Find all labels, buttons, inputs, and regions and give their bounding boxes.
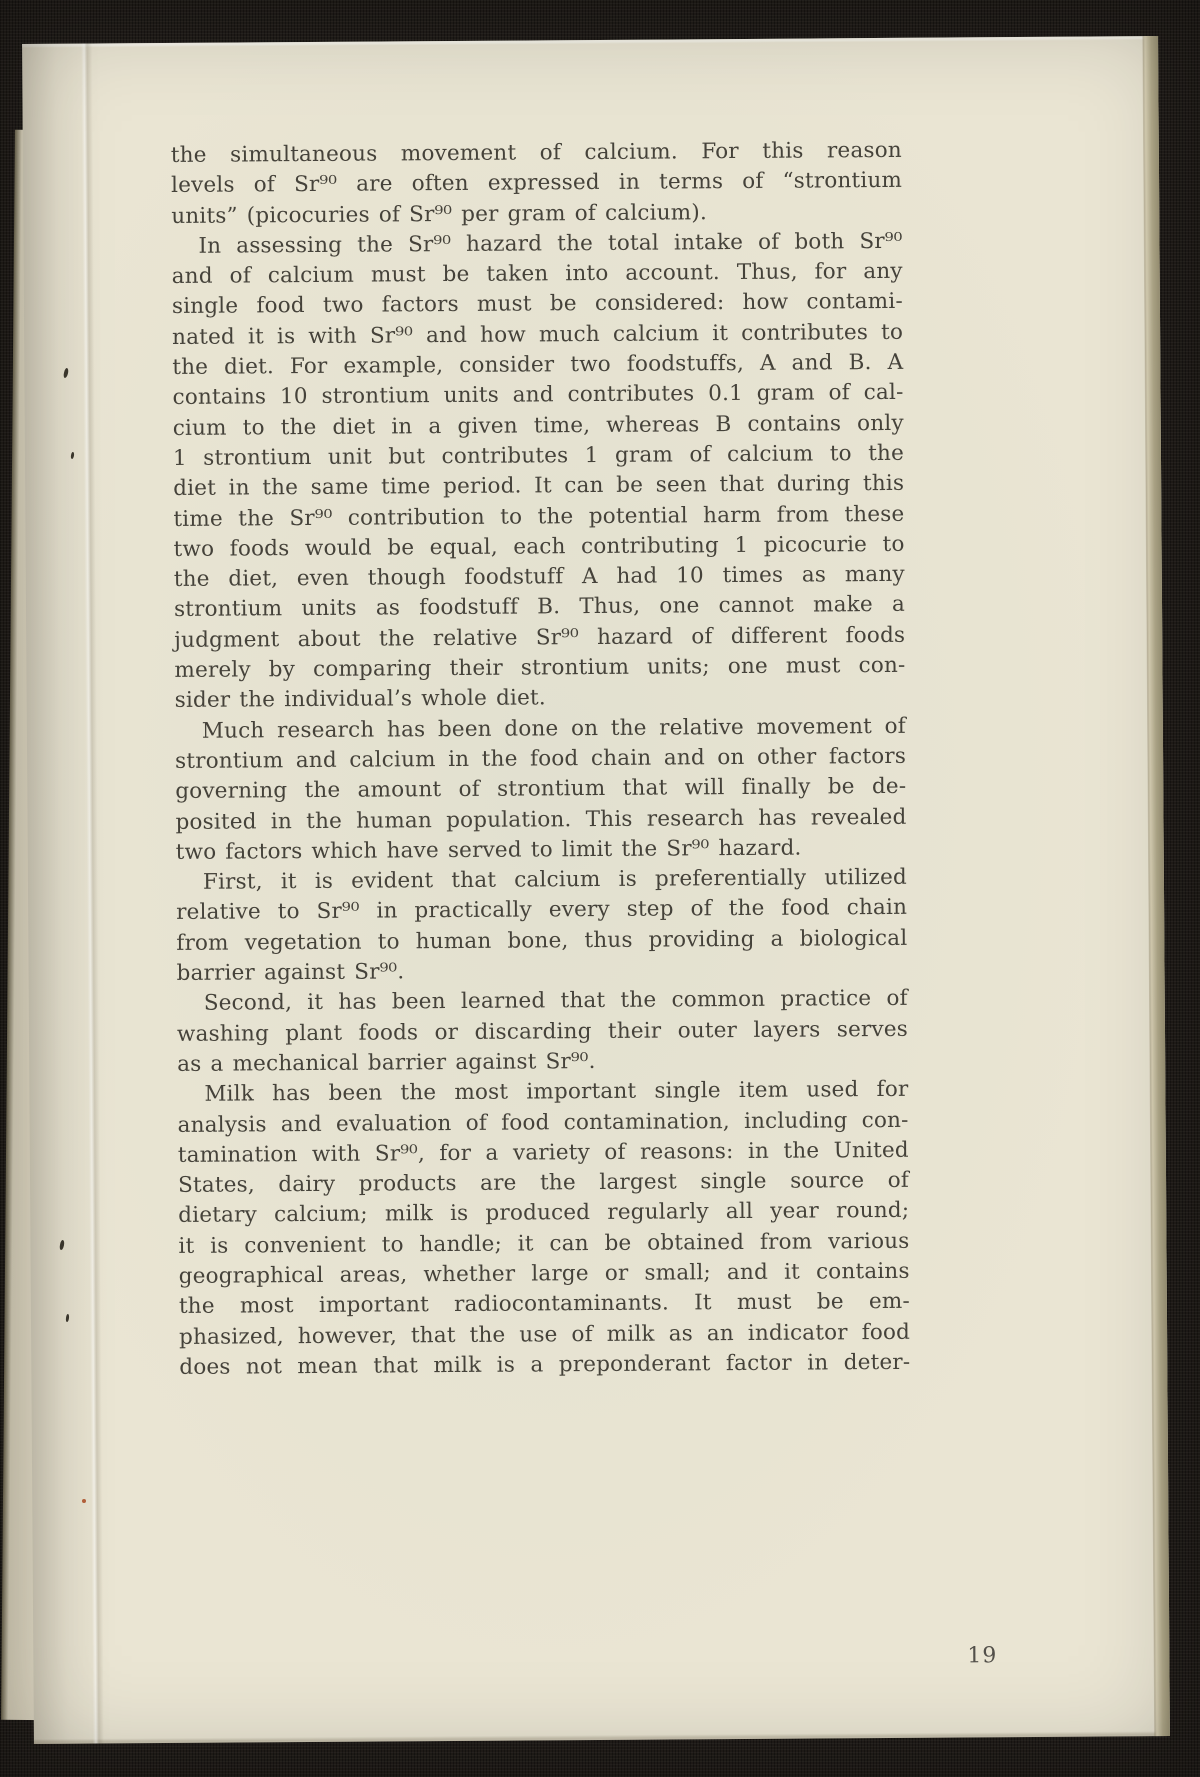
page-speck bbox=[82, 1499, 86, 1503]
text-line: nated it is with Sr⁹⁰ and how much calcium it contributes to bbox=[172, 319, 904, 350]
paragraph bbox=[177, 1075, 910, 1383]
text-block bbox=[171, 136, 911, 1383]
text-line: analysis and evaluation of food contamination, including con- bbox=[177, 1107, 909, 1138]
text-line: it is convenient to handle; it can be obtained from various bbox=[178, 1228, 910, 1259]
text-line: the simultaneous movement of calcium. For this reason bbox=[170, 137, 902, 168]
text-line: units” (picocuries of Sr⁹⁰ per gram of calcium). bbox=[171, 199, 708, 229]
text-line: sider the individual’s whole diet. bbox=[174, 685, 546, 714]
text-line: In assessing the Sr⁹⁰ hazard the total intake of both Sr⁹⁰ bbox=[198, 228, 903, 259]
paragraph bbox=[175, 711, 907, 868]
text-line: Second, it has been learned that the common practice of bbox=[203, 986, 908, 1017]
text-line: judgment about the relative Sr⁹⁰ hazard of different foods bbox=[174, 622, 906, 653]
text-line: from vegetation to human bone, thus providing a biological bbox=[176, 925, 908, 956]
page-number: 19 bbox=[967, 1643, 998, 1669]
text-line: diet in the same time period. It can be seen that during this bbox=[173, 471, 905, 502]
text-line: Much research has been done on the relative movement of bbox=[201, 713, 906, 744]
page-fore-edge bbox=[1142, 36, 1170, 1736]
text-line: geographical areas, whether large or small; and it contains bbox=[178, 1258, 910, 1289]
text-line: States, dairy products are the largest single source of bbox=[177, 1167, 910, 1199]
paragraph bbox=[177, 984, 909, 1080]
text-line: the diet. For example, consider two foodstuffs, A and B. A bbox=[172, 349, 904, 381]
text-line: Milk has been the most important single item used for bbox=[204, 1077, 909, 1107]
text-line: contains 10 strontium units and contributes 0.1 gram of cal- bbox=[172, 380, 904, 411]
text-line: First, it is evident that calcium is preferentially utilized bbox=[202, 864, 908, 895]
text-line: levels of Sr⁹⁰ are often expressed in terms of “strontium bbox=[170, 168, 903, 199]
paragraph bbox=[171, 227, 905, 717]
text-line: relative to Sr⁹⁰ in practically every step of the food chain bbox=[176, 895, 908, 926]
text-line: dietary calcium; milk is produced regularly all year round; bbox=[178, 1198, 910, 1229]
text-line: phasized, however, that the use of milk as an indicator food bbox=[179, 1319, 911, 1350]
text-line: and of calcium must be taken into account. Thus, for any bbox=[171, 259, 903, 290]
text-line: the most important radiocontaminants. It must be em- bbox=[178, 1289, 910, 1320]
paragraph bbox=[176, 863, 908, 989]
text-line: strontium units as foodstuff B. Thus, one cannot make a bbox=[173, 592, 906, 623]
text-line: washing plant foods or discarding their outer layers serves bbox=[176, 1016, 909, 1047]
text-line: tamination with Sr⁹⁰, for a variety of reasons: in the United bbox=[177, 1137, 909, 1168]
text-line: two factors which have served to limit the Sr⁹⁰ hazard. bbox=[175, 835, 802, 865]
text-line: cium to the diet in a given time, whereas B contains only bbox=[172, 410, 904, 441]
text-line: governing the amount of strontium that will finally be de- bbox=[175, 774, 907, 805]
text-line: time the Sr⁹⁰ contribution to the potential harm from these bbox=[173, 501, 905, 532]
text-line: posited in the human population. This research has revealed bbox=[175, 804, 907, 835]
book-page bbox=[22, 36, 1170, 1744]
text-line: two foods would be equal, each contributing 1 picocurie to bbox=[173, 531, 905, 562]
text-line: as a mechanical barrier against Sr⁹⁰. bbox=[177, 1048, 596, 1077]
text-line: does not mean that milk is a preponderant factor in deter- bbox=[179, 1349, 911, 1380]
text-line: merely by comparing their strontium units; one must con- bbox=[174, 652, 906, 683]
text-line: single food two factors must be considered: how contami- bbox=[171, 289, 903, 320]
text-line: strontium and calcium in the food chain and on other factors bbox=[175, 743, 907, 774]
text-line: barrier against Sr⁹⁰. bbox=[176, 959, 405, 986]
text-line: 1 strontium unit but contributes 1 gram of calcium to the bbox=[172, 440, 905, 471]
paragraph bbox=[171, 136, 903, 232]
text-line: the diet, even though foodstuff A had 10 times as many bbox=[173, 561, 905, 593]
